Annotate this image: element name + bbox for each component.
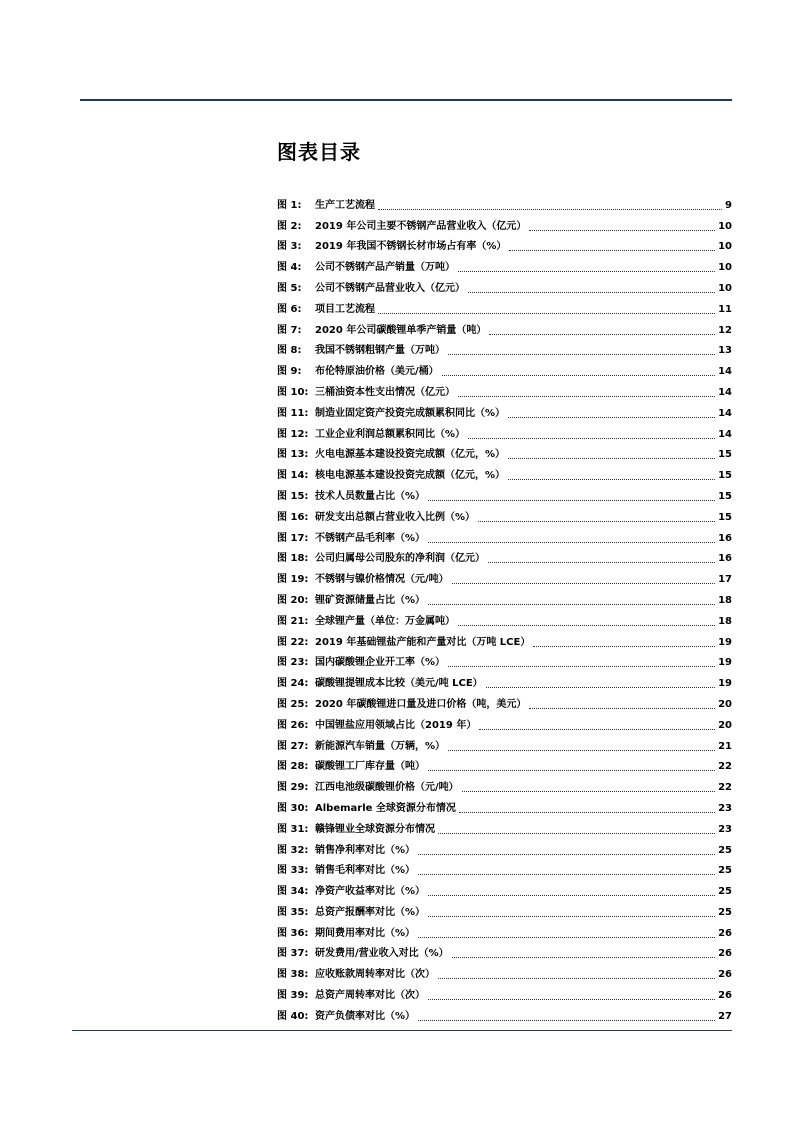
toc-figure-label: 图 20: <box>277 594 309 606</box>
toc-dot-leader <box>418 873 715 875</box>
toc-figure-title: 应收账款周转率对比（次） <box>315 969 435 981</box>
toc-page-number: 10 <box>718 262 732 274</box>
toc-entry[interactable] <box>277 461 732 482</box>
toc-figure-label: 图 5: <box>277 282 302 294</box>
toc-dot-leader <box>529 707 715 709</box>
toc-figure-label: 图 6: <box>277 303 302 315</box>
toc-figure-title: 国内碳酸锂企业开工率（%） <box>315 657 446 669</box>
toc-figure-label: 图 21: <box>277 615 309 627</box>
toc-figure-title: 2019 年基础锂盐产能和产量对比（万吨 LCE） <box>315 636 531 648</box>
toc-entry[interactable] <box>277 233 732 254</box>
toc-figure-label: 图 19: <box>277 574 309 586</box>
toc-page-number: 14 <box>718 428 732 440</box>
toc-figure-title: 项目工艺流程 <box>315 303 375 315</box>
toc-dot-leader <box>442 374 715 376</box>
toc-figure-label: 图 39: <box>277 990 309 1002</box>
toc-figure-label: 图 38: <box>277 969 309 981</box>
toc-page-number: 18 <box>718 594 732 606</box>
toc-figure-label: 图 26: <box>277 719 309 731</box>
toc-entry[interactable] <box>277 586 732 607</box>
toc-entry[interactable] <box>277 253 732 274</box>
toc-dot-leader <box>452 956 715 958</box>
toc-entry[interactable] <box>277 212 732 233</box>
toc-entry[interactable] <box>277 669 732 690</box>
toc-figure-label: 图 23: <box>277 657 309 669</box>
toc-figure-label: 图 9: <box>277 366 302 378</box>
toc-dot-leader <box>508 416 715 418</box>
toc-figure-label: 图 34: <box>277 886 309 898</box>
toc-figure-label: 图 33: <box>277 865 309 877</box>
toc-figure-title: 公司不锈钢产品营业收入（亿元） <box>315 282 465 294</box>
toc-figure-label: 图 11: <box>277 407 309 419</box>
toc-entry[interactable] <box>277 316 732 337</box>
toc-dot-leader <box>479 728 715 730</box>
toc-figure-label: 图 27: <box>277 740 309 752</box>
toc-dot-leader <box>378 312 715 314</box>
toc-page-number: 13 <box>718 345 732 357</box>
toc-figure-title: 总资产报酬率对比（%） <box>315 906 426 918</box>
toc-entry[interactable] <box>277 441 732 462</box>
toc-figure-label: 图 18: <box>277 553 309 565</box>
toc-entry[interactable] <box>277 815 732 836</box>
toc-figure-title: 三桶油资本性支出情况（亿元） <box>315 386 455 398</box>
toc-dot-leader <box>428 894 715 896</box>
toc-page-number: 14 <box>718 386 732 398</box>
toc-page-number: 25 <box>718 865 732 877</box>
toc-entry[interactable] <box>277 337 732 358</box>
toc-entry[interactable] <box>277 960 732 981</box>
toc-figure-title: 制造业固定资产投资完成额累积同比（%） <box>315 407 506 419</box>
toc-dot-leader <box>529 229 715 231</box>
toc-dot-leader <box>462 790 715 792</box>
toc-page-number: 15 <box>718 470 732 482</box>
toc-dot-leader <box>428 603 715 605</box>
toc-page-number: 23 <box>718 823 732 835</box>
toc-figure-title: 资产负债率对比（%） <box>315 1010 416 1022</box>
toc-dot-leader <box>458 624 715 626</box>
toc-page-number: 11 <box>718 303 732 315</box>
toc-figure-label: 图 7: <box>277 324 302 336</box>
toc-entry[interactable] <box>277 191 732 212</box>
toc-figure-label: 图 31: <box>277 823 309 835</box>
toc-figure-label: 图 30: <box>277 802 309 814</box>
toc-page-number: 26 <box>718 969 732 981</box>
toc-figure-title: 2019 年公司主要不锈钢产品营业收入（亿元） <box>315 220 527 232</box>
toc-entry[interactable] <box>277 482 732 503</box>
toc-figure-label: 图 36: <box>277 927 309 939</box>
toc-dot-leader <box>458 395 715 397</box>
toc-page-number: 18 <box>718 615 732 627</box>
toc-figure-title: 我国不锈钢粗钢产量（万吨） <box>315 345 445 357</box>
toc-figure-title: 技术人员数量占比（%） <box>315 490 426 502</box>
toc-figure-label: 图 29: <box>277 782 309 794</box>
toc-page-number: 19 <box>718 636 732 648</box>
toc-figure-label: 图 22: <box>277 636 309 648</box>
toc-dot-leader <box>448 353 715 355</box>
toc-figure-title: 赣锋锂业全球资源分布情况 <box>315 823 435 835</box>
toc-page-number: 10 <box>718 241 732 253</box>
toc-dot-leader <box>468 437 715 439</box>
toc-page-number: 17 <box>718 574 732 586</box>
toc-dot-leader <box>458 270 715 272</box>
toc-page-number: 26 <box>718 927 732 939</box>
toc-entry[interactable] <box>277 919 732 940</box>
toc-dot-leader <box>468 291 715 293</box>
footer-rule <box>72 1030 732 1031</box>
toc-figure-title: 净资产收益率对比（%） <box>315 886 426 898</box>
toc-figure-label: 图 2: <box>277 220 302 232</box>
toc-dot-leader <box>418 1019 715 1021</box>
toc-figure-title: 总资产周转率对比（次） <box>315 990 425 1002</box>
toc-dot-leader <box>509 249 715 251</box>
toc-entry[interactable] <box>277 773 732 794</box>
toc-page-number: 20 <box>718 698 732 710</box>
toc-page-number: 25 <box>718 906 732 918</box>
toc-entry[interactable] <box>277 877 732 898</box>
toc-dot-leader <box>508 478 715 480</box>
toc-figure-label: 图 4: <box>277 262 302 274</box>
toc-figure-label: 图 16: <box>277 511 309 523</box>
toc-dot-leader <box>448 749 715 751</box>
toc-page-number: 12 <box>718 324 732 336</box>
toc-entry[interactable] <box>277 690 732 711</box>
toc-page-number: 21 <box>718 740 732 752</box>
toc-dot-leader <box>418 853 715 855</box>
toc-page-number: 25 <box>718 844 732 856</box>
toc-figure-label: 图 3: <box>277 241 302 253</box>
toc-figure-label: 图 40: <box>277 1010 309 1022</box>
toc-dot-leader <box>428 769 715 771</box>
toc-figure-label: 图 15: <box>277 490 309 502</box>
toc-entry[interactable] <box>277 378 732 399</box>
toc-entry[interactable] <box>277 399 732 420</box>
toc-figure-title: Albemarle 全球资源分布情况 <box>315 802 456 814</box>
toc-entry[interactable] <box>277 565 732 586</box>
page-title: 图表目录 <box>277 140 361 164</box>
toc-dot-leader <box>488 561 715 563</box>
toc-figure-label: 图 1: <box>277 199 302 211</box>
toc-dot-leader <box>438 832 715 834</box>
toc-figure-title: 不锈钢与镍价格情况（元/吨） <box>315 574 449 586</box>
toc-page-number: 22 <box>718 782 732 794</box>
toc-figure-title: 公司不锈钢产品产销量（万吨） <box>315 262 455 274</box>
toc-page-number: 14 <box>718 407 732 419</box>
toc-entry[interactable] <box>277 607 732 628</box>
toc-page-number: 26 <box>718 948 732 960</box>
toc-figure-title: 全球锂产量（单位：万金属吨） <box>315 615 455 627</box>
toc-figure-title: 2019 年我国不锈钢长材市场占有率（%） <box>315 241 507 253</box>
toc-dot-leader <box>448 665 715 667</box>
toc-figure-label: 图 10: <box>277 386 309 398</box>
toc-figure-title: 新能源汽车销量（万辆，%） <box>315 740 446 752</box>
toc-figure-title: 销售净利率对比（%） <box>315 844 416 856</box>
header-rule <box>80 99 732 101</box>
toc-figure-title: 布伦特原油价格（美元/桶） <box>315 366 439 378</box>
toc-figure-title: 不锈钢产品毛利率（%） <box>315 532 426 544</box>
toc-page-number: 20 <box>718 719 732 731</box>
toc-page-number: 23 <box>718 802 732 814</box>
toc-dot-leader <box>533 645 715 647</box>
toc-figure-label: 图 28: <box>277 761 309 773</box>
toc-figure-title: 期间费用率对比（%） <box>315 927 416 939</box>
toc-figure-label: 图 24: <box>277 678 309 690</box>
toc-entry[interactable] <box>277 420 732 441</box>
toc-page-number: 16 <box>718 532 732 544</box>
toc-dot-leader <box>459 811 715 813</box>
toc-page-number: 15 <box>718 449 732 461</box>
toc-figure-title: 火电电源基本建设投资完成额（亿元，%） <box>315 449 506 461</box>
toc-dot-leader <box>428 998 715 1000</box>
toc-entry[interactable] <box>277 732 732 753</box>
toc-figure-title: 2020 年碳酸锂进口量及进口价格（吨，美元） <box>315 698 527 710</box>
toc-page-number: 9 <box>725 199 732 211</box>
toc-entry[interactable] <box>277 981 732 1002</box>
toc-page-number: 22 <box>718 761 732 773</box>
toc-entry[interactable] <box>277 898 732 919</box>
toc-entry[interactable] <box>277 295 732 316</box>
toc-dot-leader <box>378 208 722 210</box>
toc-entry[interactable] <box>277 753 732 774</box>
toc-page-number: 26 <box>718 990 732 1002</box>
toc-dot-leader <box>428 499 715 501</box>
toc-figure-title: 研发支出总额占营业收入比例（%） <box>315 511 476 523</box>
toc-figure-title: 公司归属母公司股东的净利润（亿元） <box>315 553 485 565</box>
toc-page-number: 25 <box>718 886 732 898</box>
toc-entry[interactable] <box>277 503 732 524</box>
toc-dot-leader <box>489 333 715 335</box>
toc-figure-title: 碳酸锂工厂库存量（吨） <box>315 761 425 773</box>
toc-dot-leader <box>428 541 715 543</box>
toc-entry[interactable] <box>277 628 732 649</box>
toc-page-number: 10 <box>718 282 732 294</box>
toc-entry[interactable] <box>277 794 732 815</box>
toc-dot-leader <box>508 457 715 459</box>
toc-figure-title: 中国锂盐应用领域占比（2019 年） <box>315 719 477 731</box>
toc-dot-leader <box>428 915 715 917</box>
toc-figure-label: 图 32: <box>277 844 309 856</box>
toc-dot-leader <box>486 686 715 688</box>
toc-figure-title: 研发费用/营业收入对比（%） <box>315 948 449 960</box>
toc-page-number: 14 <box>718 366 732 378</box>
toc-page-number: 15 <box>718 511 732 523</box>
toc-figure-title: 锂矿资源储量占比（%） <box>315 594 426 606</box>
toc-entry[interactable] <box>277 357 732 378</box>
toc-page-number: 16 <box>718 553 732 565</box>
toc-figure-label: 图 37: <box>277 948 309 960</box>
toc-entry[interactable] <box>277 274 732 295</box>
toc-entry[interactable] <box>277 836 732 857</box>
toc-page-number: 10 <box>718 220 732 232</box>
toc-entry[interactable] <box>277 711 732 732</box>
toc-dot-leader <box>478 520 715 522</box>
toc-figure-title: 2020 年公司碳酸锂单季产销量（吨） <box>315 324 487 336</box>
toc-entry[interactable] <box>277 1002 732 1023</box>
toc-page-number: 19 <box>718 678 732 690</box>
toc-dot-leader <box>438 977 715 979</box>
toc-figure-label: 图 14: <box>277 470 309 482</box>
toc-entry[interactable] <box>277 649 732 670</box>
toc-figure-title: 江西电池级碳酸锂价格（元/吨） <box>315 782 459 794</box>
toc-entry[interactable] <box>277 940 732 961</box>
toc-figure-title: 工业企业利润总额累积同比（%） <box>315 428 466 440</box>
toc-figure-title: 生产工艺流程 <box>315 199 375 211</box>
toc-dot-leader <box>452 582 715 584</box>
toc-figure-label: 图 35: <box>277 906 309 918</box>
toc-figure-title: 销售毛利率对比（%） <box>315 865 416 877</box>
toc-figure-label: 图 17: <box>277 532 309 544</box>
toc-page-number: 27 <box>718 1010 732 1022</box>
toc-page-number: 15 <box>718 490 732 502</box>
toc-entry[interactable] <box>277 524 732 545</box>
toc-figure-label: 图 13: <box>277 449 309 461</box>
toc-figure-title: 核电电源基本建设投资完成额（亿元，%） <box>315 470 506 482</box>
toc-figure-label: 图 8: <box>277 345 302 357</box>
toc-figure-title: 碳酸锂提锂成本比较（美元/吨 LCE） <box>315 678 483 690</box>
toc-entry[interactable] <box>277 545 732 566</box>
toc-dot-leader <box>418 936 715 938</box>
toc-figure-label: 图 12: <box>277 428 309 440</box>
figure-index-list <box>277 191 732 1023</box>
toc-figure-label: 图 25: <box>277 698 309 710</box>
toc-entry[interactable] <box>277 857 732 878</box>
toc-page-number: 19 <box>718 657 732 669</box>
